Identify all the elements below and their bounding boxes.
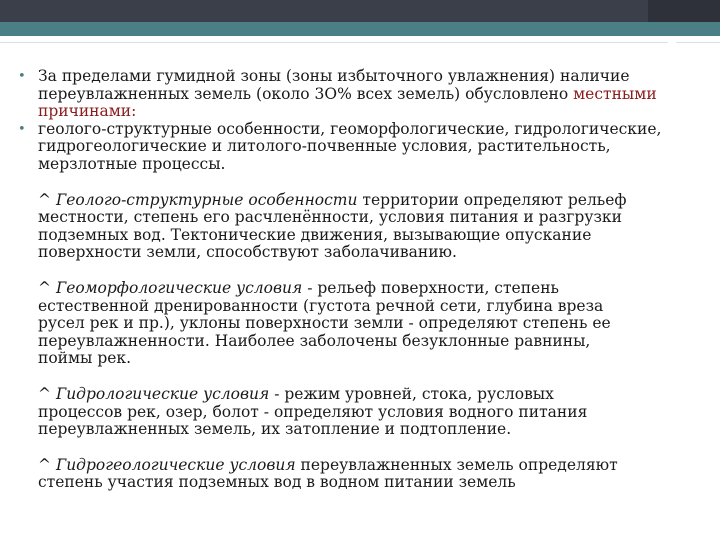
- caret-marker: ^: [38, 384, 51, 403]
- paragraph-geology: [38, 192, 638, 262]
- paragraph-term: Гидрогеологические условия: [55, 455, 296, 474]
- bullet-1-text: За пределами гумидной зоны (зоны избыточного увлажнения) наличие переувлажненных земель (около 3О% всех земель) обусловлено: [38, 67, 630, 103]
- header-bar: [0, 0, 720, 22]
- paragraph-term: Геоморфологические условия: [55, 278, 303, 297]
- slide-content: [18, 68, 708, 492]
- bullet-dot-icon: •: [18, 121, 26, 137]
- bullet-list: [18, 68, 708, 174]
- bullet-item-2: [18, 121, 708, 174]
- paragraph-text: - режим уровней, стока, русловых процессов рек, озер, болот - определяют условия водного питания переувлажненных земель, их затопление и подтопление.: [38, 384, 588, 439]
- bullet-2-text: геолого-структурные особенности, геоморфологические, гидрологические, гидрогеологические и литолого-почвенные условия, растительность, мерзлотные процессы.: [38, 119, 662, 173]
- header-bar-corner: [648, 0, 720, 22]
- header-accent-stripe: [0, 22, 720, 36]
- bullet-item-1: [18, 68, 708, 121]
- caret-marker: ^: [38, 278, 51, 297]
- caret-marker: ^: [38, 455, 51, 474]
- paragraph-term: Геолого-структурные особенности: [55, 190, 358, 209]
- paragraph-hydrogeology: [38, 457, 638, 492]
- paragraph-geomorphology: [38, 280, 638, 368]
- paragraph-term: Гидрологические условия: [55, 384, 270, 403]
- header-divider: [0, 42, 668, 43]
- bullet-1-highlight: местными причинами:: [38, 84, 657, 121]
- paragraph-hydrology: [38, 386, 638, 439]
- header-divider-short: [676, 42, 720, 43]
- caret-marker: ^: [38, 190, 51, 209]
- paragraph-text: переувлажненных земель определяют степень участия подземных вод в водном питании земель: [38, 455, 618, 492]
- paragraph-text: - рельеф поверхности, степень естественной дренированности (густота речной сети, глубина вреза русел рек и пр.), уклоны поверхности земли - определяют степень ее переувлажненности. Наиболее заболочены безуклонные равнины, поймы рек.: [38, 278, 611, 368]
- bullet-dot-icon: •: [18, 69, 26, 84]
- paragraph-text: территории определяют рельеф местности, степень его расчленённости, условия питания и разгрузки подземных вод. Тектонические движения, вызывающие опускание поверхности земли, способствуют заболачиванию.: [38, 190, 627, 262]
